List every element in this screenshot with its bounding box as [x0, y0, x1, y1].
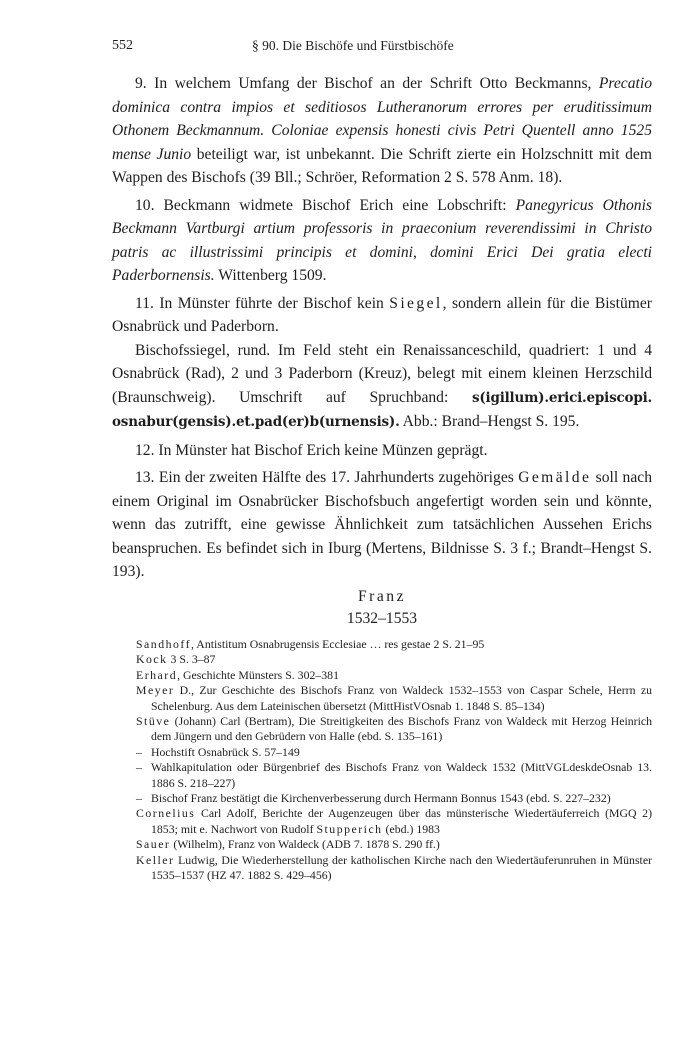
paragraph-11-spaced-word: Siegel [389, 294, 443, 312]
bibliography-author: Cornelius [136, 806, 196, 821]
bibliography-text: Ludwig, Die Wiederherstellung der katholischen Kirche nach den Wiedertäuferunruhen in Münster 1535–1537 (HZ 47. 1882 S. 429–456) [151, 852, 652, 883]
bibliography-entry [136, 791, 652, 806]
seal-description: Bischofssiegel, rund. Im Feld steht ein Renaissanceschild, quadriert: 1 und 4 Osnabrück (Rad), 2 und 3 Paderborn (Kreuz), belegt mit einem kleinen Herzschild (Braunschweig). Umschrift auf Spruchband: [112, 341, 652, 406]
bibliography-entry [136, 683, 652, 714]
bibliography-text: Carl Adolf, Berichte der Augenzeugen über das münsterische Wiedertäuferreich (MGQ 2) 1853; mit e. Nachwort von Rudolf [151, 806, 652, 836]
bibliography-entry [136, 760, 652, 791]
bibliography-entry [136, 745, 652, 760]
bibliography-text: (ebd.) 1983 [382, 821, 440, 836]
paragraph-10 [112, 194, 652, 288]
seal-inscription: s(igillum).erici.episcopi. osnabur(gensis).et.pad(er)b(urnensis). [112, 389, 652, 430]
bibliography-text: Bischof Franz bestätigt die Kirchenverbesserung durch Hermann Bonnus 1543 (ebd. S. 227–232) [151, 791, 611, 806]
page-header [112, 38, 652, 58]
bibliography-author: Meyer [136, 683, 175, 698]
section-years: 1532–1553 [346, 610, 418, 627]
bibliography-text: 3 S. 3–87 [167, 652, 216, 667]
bibliography-author: Stupperich [316, 821, 383, 836]
bibliography-author: Keller [136, 852, 175, 867]
paragraph-13-text: 13. Ein der zweiten Hälfte des 17. Jahrhunderts zugehöriges [135, 469, 519, 486]
section-name: Franz [357, 588, 406, 605]
paragraph-10-text: 10. Beckmann widmete Bischof Erich eine Lobschrift: [135, 196, 516, 214]
section-heading [112, 586, 652, 630]
paragraph-13-spaced-word: Gemälde [518, 469, 592, 486]
paragraph-9 [112, 72, 652, 190]
bibliography [136, 637, 652, 884]
bibliography-author: Sandhoff [136, 637, 192, 651]
paragraph-11-text: 11. In Münster führte der Bischof kein [135, 294, 390, 312]
paragraph-10-text-end: Wittenberg 1509. [214, 267, 327, 284]
paragraph-10-title: Panegyricus Othonis Beckmann Vartburgi artium professoris in praeconium reverendissimi in Christo patris ac illustrissimi principis et domini, domini Erici Dei gratia electi Paderbornensis. [112, 196, 653, 284]
bibliography-author: Stüve [136, 714, 171, 729]
bibliography-entry [136, 652, 652, 667]
paragraph-9-text-end: beteiligt war, ist unbekannt. Die Schrift zierte ein Holzschnitt mit dem Wappen des Bischofs (39 Bll.; Schröer, Reformation 2 S. 578 Anm. 18). [112, 145, 652, 186]
bibliography-entry [136, 853, 652, 884]
bibliography-text: (Johann) Carl (Bertram), Die Streitigkeiten des Bischofs Franz von Waldeck mit Herzog Heinrich dem Jüngern und den Gebrüdern von Halle (ebd. S. 135–161) [151, 714, 652, 744]
bibliography-entry [136, 837, 652, 852]
bibliography-text: (Wilhelm), Franz von Waldeck (ADB 7. 1878 S. 290 ff.) [170, 837, 440, 852]
paragraph-13 [112, 466, 652, 584]
paragraph-12: 12. In Münster hat Bischof Erich keine Münzen geprägt. [135, 441, 488, 459]
bibliography-author: Erhard [136, 667, 178, 682]
paragraph-11-text-end: , sondern allein für die Bistümer Osnabrück und Paderborn. [112, 294, 652, 335]
running-title: § 90. Die Bischöfe und Fürstbischöfe [252, 38, 454, 53]
paragraph-13-text-end: soll nach einem Original im Osnabrücker Bischofsbuch angefertigt worden sein und könnte, wenn das zutrifft, eine gewisse Ähnlichkeit zum tatsächlichen Aussehen Erichs beanspruchen. Es befindet sich in Iburg (Mertens, Bildnisse S. 3 f.; Brandt–Hengst S. 193). [112, 469, 652, 580]
bibliography-entry [136, 668, 652, 683]
bibliography-entry [136, 637, 652, 652]
bibliography-text: , Antistitum Osnabrugensis Ecclesiae … res gestae 2 S. 21–95 [191, 637, 485, 651]
ditto-dash: – [136, 791, 142, 806]
bibliography-text: , Geschichte Münsters S. 302–381 [177, 667, 339, 682]
main-text [112, 72, 652, 584]
bibliography-entry [136, 806, 652, 837]
bibliography-text: Wahlkapitulation oder Bürgenbrief des Bischofs Franz von Waldeck 1532 (MittVGLdeskdeOsnab 13. 1886 S. 218–227) [151, 760, 652, 790]
bibliography-text: D., Zur Geschichte des Bischofs Franz von Waldeck 1532–1553 von Caspar Schele, Herrn zu Schelenburg. Aus dem Lateinischen übersetzt (MittHistVOsnab 1. 1848 S. 85–134) [151, 683, 652, 713]
bibliography-text: Hochstift Osnabrück S. 57–149 [151, 744, 300, 759]
paragraph-9-title: Precatio dominica contra impios et seditiosos Lutheranorum errores per eruditissimum Othonem Beckmannum. Coloniae expensis honesti civis Petri Quentell anno 1525 mense Junio [112, 75, 652, 163]
bibliography-author: Sauer [136, 837, 171, 852]
ditto-dash: – [136, 744, 142, 759]
seal-reference: Abb.: Brand–Hengst S. 195. [399, 413, 580, 430]
page-number: 552 [112, 38, 133, 53]
paragraph-9-text: 9. In welchem Umfang der Bischof an der Schrift Otto Beckmanns, [135, 75, 599, 92]
paragraph-11-continued [112, 339, 652, 435]
paragraph-11 [112, 292, 652, 339]
bibliography-author: Kock [136, 652, 168, 667]
ditto-dash: – [136, 760, 142, 775]
bibliography-entry [136, 714, 652, 745]
